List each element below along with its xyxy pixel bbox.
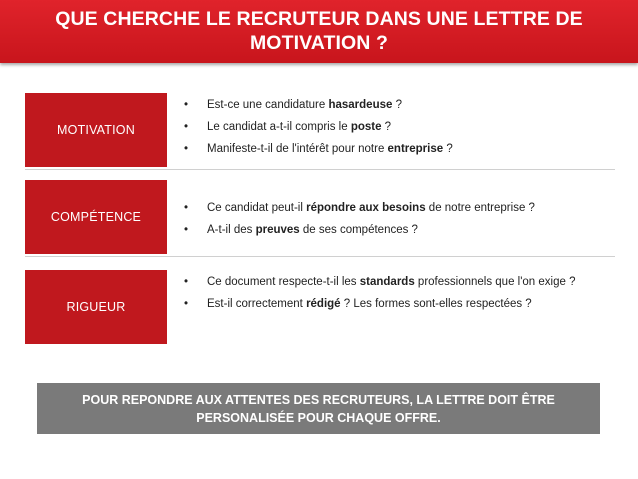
- bullet-icon: •: [184, 99, 189, 111]
- banner-text: [69, 391, 569, 427]
- banner-line2: PERSONALISÉE POUR CHAQUE OFFRE.: [196, 410, 441, 425]
- page-header: [0, 0, 638, 63]
- list-item: • A-t-il des preuves de ses compétences ?: [184, 224, 418, 236]
- bullet-list-motivation: [180, 97, 600, 163]
- list-item: • Ce candidat peut-il répondre aux besoins de notre entreprise ?: [184, 202, 535, 214]
- page-title-line2: MOTIVATION ?: [249, 32, 389, 54]
- section-label-rigueur: RIGUEUR: [25, 270, 167, 344]
- bullet-list-rigueur: [180, 274, 590, 318]
- section-label-competence: COMPÉTENCE: [25, 180, 167, 254]
- bullet-icon: •: [184, 298, 189, 310]
- section-label-motivation: MOTIVATION: [25, 93, 167, 167]
- bullet-icon: •: [184, 202, 189, 214]
- bullet-icon: •: [184, 276, 189, 288]
- list-item: • Est-il correctement rédigé ? Les formes sont-elles respectées ?: [184, 298, 532, 310]
- list-item: • Le candidat a-t-il compris le poste ?: [184, 121, 392, 133]
- banner-line1: POUR REPONDRE AUX ATTENTES DES RECRUTEURS, LA LETTRE DOIT ÊTRE: [82, 392, 555, 407]
- page-title-line1: QUE CHERCHE LE RECRUTEUR DANS UNE LETTRE DE: [55, 8, 583, 30]
- bullet-icon: •: [184, 224, 189, 236]
- divider: [25, 169, 615, 170]
- divider: [25, 256, 615, 257]
- list-item: • Manifeste-t-il de l'intérêt pour notre entreprise ?: [184, 143, 453, 155]
- conclusion-banner: [37, 383, 600, 434]
- list-item: • Est-ce une candidature hasardeuse ?: [184, 99, 402, 111]
- bullet-icon: •: [184, 121, 189, 133]
- bullet-icon: •: [184, 143, 189, 155]
- page-title: [0, 0, 638, 55]
- bullet-list-competence: [180, 200, 600, 244]
- list-item: • Ce document respecte-t-il les standards professionnels que l'on exige ?: [184, 276, 576, 288]
